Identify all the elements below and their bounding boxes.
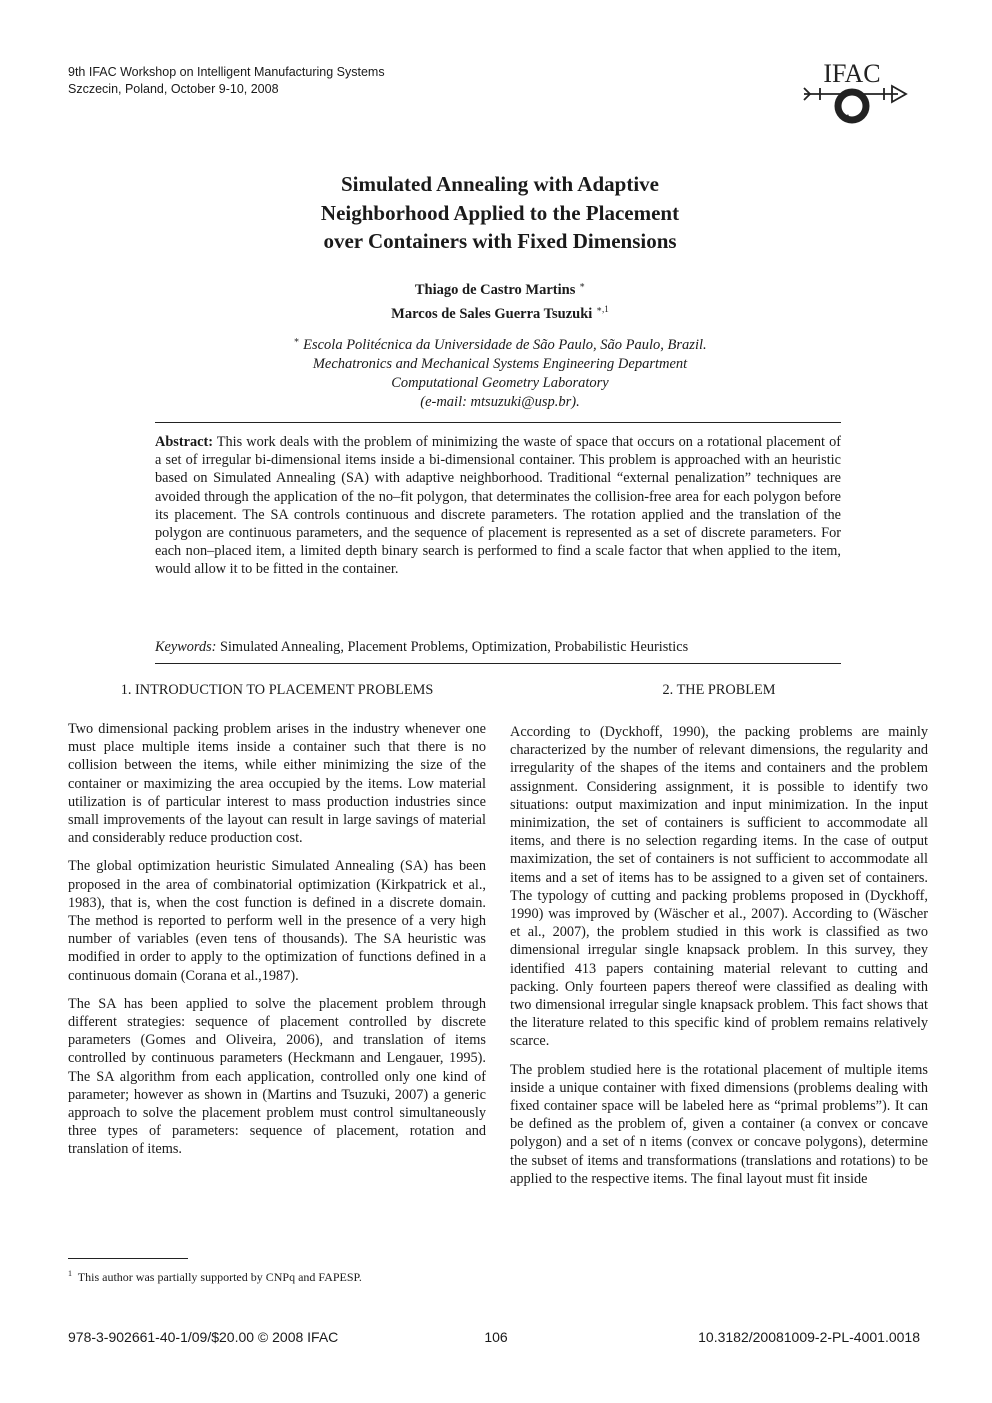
conference-info xyxy=(68,64,385,98)
affiliation-mark: ∗ xyxy=(293,335,300,345)
isbn: 978-3-902661-40-1/09/$20.00 © 2008 IFAC xyxy=(68,1329,339,1345)
keywords-label: Keywords: xyxy=(155,639,217,655)
paragraph: Two dimensional packing problem arises in the industry whenever one must place multiple items inside a container such that there is no collision between the items, while either minimizing the size of the container or maximizing the area occupied by the items. Low material utilization is of particular interest to mass production industries since small improvements of the layout can result in large savings of material and considerably reduce production cost. xyxy=(68,721,486,847)
section-heading: 1. INTRODUCTION TO PLACEMENT PROBLEMS xyxy=(120,682,434,698)
author-mark: ∗ xyxy=(578,280,586,290)
footnote-text: This author was partially supported by CNPq and FAPESP. xyxy=(77,1270,362,1284)
paper-title xyxy=(150,170,850,256)
footnote-rule xyxy=(68,1258,188,1259)
abstract-text: This work deals with the problem of minimizing the waste of space that occurs on a rotational placement of a set of irregular bi-dimensional items inside a bi-dimensional container. This problem is approached with an heuristic based on Simulated Annealing (SA) with adaptive neighborhood. Traditional “external penalization” techniques are avoided through the application of the no–fit polygon, that determinates the collision-free area for each polygon before its placement. The SA controls continuous and discrete parameters. The rotation applied and the translation of the polygon are continuous parameters, and the sequence of placement is represented as a set of discrete parameters. For each non–placed item, a limited depth binary search is performed to find a scale factor that when applied to the item, would allow it to be fitted in the container. xyxy=(155,434,841,578)
affiliation-line: Computational Geometry Laboratory xyxy=(391,374,609,391)
affiliation-email: (e-mail: mtsuzuki@usp.br). xyxy=(420,393,580,410)
author xyxy=(150,300,850,324)
author-name: Marcos de Sales Guerra Tsuzuki xyxy=(391,305,593,322)
author-name: Thiago de Castro Martins xyxy=(414,281,576,298)
footnote xyxy=(68,1266,486,1285)
footnote-mark: 1 xyxy=(68,1269,72,1278)
doi: 10.3182/20081009-2-PL-4001.0018 xyxy=(698,1329,920,1345)
affiliation-line: Escola Politécnica da Universidade de São Paulo, São Paulo, Brazil. xyxy=(303,336,707,353)
abstract-label: Abstract: xyxy=(155,434,213,450)
title-line: Neighborhood Applied to the Placement xyxy=(320,200,680,225)
paragraph: The problem studied here is the rotational placement of multiple items inside a unique container with fixed dimensions (problems dealing with fixed container space will be labeled here as “primal problems”). It can be defined as the problem of, given a container (a convex or concave polygon) and a set of n items (convex or concave polygons), determine the subset of items and transformations (translations and rotations) to be applied to the respective items. The final layout must fit inside xyxy=(510,1061,928,1187)
keywords xyxy=(155,638,841,656)
divider xyxy=(155,663,841,664)
affiliation xyxy=(150,331,850,412)
title-line: Simulated Annealing with Adaptive xyxy=(341,172,659,196)
ifac-logo xyxy=(800,56,910,128)
author-mark: ∗,1 xyxy=(595,303,609,314)
paragraph: According to (Dyckhoff, 1990), the packing problems are mainly characterized by the number of relevant dimensions, the regularity and irregularity of the shapes of the items and containers and the problem assignment. Considering assignment, it is possible to identify two situations: output maximization and input minimization. In the input minimization, the set of containers is sufficient to accommodate all items, and there is no selection regarding items. In the case of output maximization, the set of containers is not sufficient to accommodate all items and a set of items has to be assigned to a given set of containers. The typology of cutting and packing problems proposed in (Dyckhoff, 1990) was improved by (Wäscher et al., 2007). According to (Wäscher et al., 2007), the problem studied in this work is classified as two dimensional irregular single knapsack problem. In this survey, they identified 413 papers containing material relevant to cutting and packing. Only fourteen papers thereof were classified as dealing with two dimensional irregular single knapsack problem. This fact shows that the literature related to this specific kind of problem remains relatively scarce. xyxy=(510,724,928,1050)
keywords-text: Simulated Annealing, Placement Problems, Optimization, Probabilistic Heuristics xyxy=(220,639,689,655)
ifac-logo-text: IFAC xyxy=(823,59,881,88)
divider xyxy=(155,422,841,423)
affiliation-line: Mechatronics and Mechanical Systems Engineering Department xyxy=(312,355,688,372)
left-column xyxy=(68,720,486,1169)
title-line: over Containers with Fixed Dimensions xyxy=(323,229,677,253)
paragraph: The SA has been applied to solve the placement problem through different strategies: sequence of placement controlled by discrete parameters (Gomes and Oliveira, 2006), and translation of items controlled by continuous parameters (Heckmann and Lengauer, 1995). The SA algorithm from each application, controlled only one kind of parameter; however as shown in (Martins and Tsuzuki, 2007) a generic approach to solve the placement problem must control simultaneously three types of parameters: sequence of placement, rotation and translation of items. xyxy=(68,995,486,1158)
section-heading: 2. THE PROBLEM xyxy=(662,682,776,698)
page-number: 106 xyxy=(484,1329,508,1345)
conference-location: Szczecin, Poland, October 9-10, 2008 xyxy=(68,82,279,96)
paragraph: The global optimization heuristic Simulated Annealing (SA) has been proposed in the area of combinatorial optimization (Kirkpatrick et al., 1983), that is, when the cost function is defined in a discrete domain. The method is reported to perform well in the presence of a very high number of variables (even tens of thousands). The SA heuristic was modified in order to apply to the optimization of functions defined in a continuous domain (Corana et al.,1987). xyxy=(68,858,486,984)
authors xyxy=(150,276,850,324)
author xyxy=(150,276,850,300)
abstract xyxy=(155,433,841,579)
conference-name: 9th IFAC Workshop on Intelligent Manufacturing Systems xyxy=(68,65,385,79)
right-column xyxy=(510,723,928,1198)
